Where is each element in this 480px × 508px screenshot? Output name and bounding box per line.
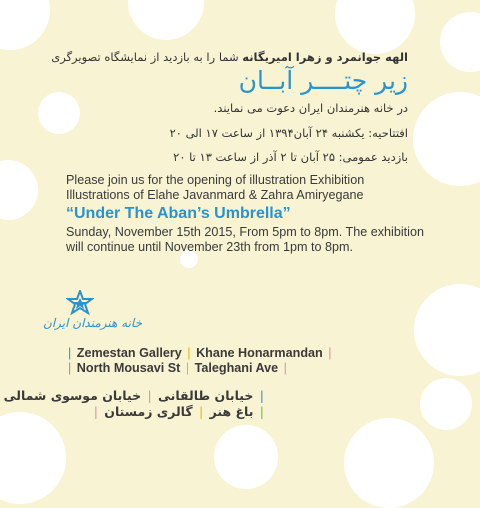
decorative-circle	[128, 0, 204, 40]
separator: |	[185, 361, 190, 375]
decorative-circle	[214, 425, 278, 489]
logo-star-icon	[66, 290, 94, 316]
separator: |	[147, 388, 152, 403]
separator: |	[187, 346, 191, 360]
address-venue: Khane Honarmandan	[196, 346, 323, 360]
decorative-circle	[0, 0, 50, 50]
separator: |	[93, 404, 98, 419]
address-gallery: Zemestan Gallery	[76, 346, 182, 360]
decorative-circle	[344, 418, 434, 508]
persian-visit-line: بازدید عمومی: ۲۵ آبان تا ۲ آذر از ساعت ۱۳ تا ۲۰	[173, 150, 408, 164]
address-fa-garden: باغ هنر	[209, 404, 254, 419]
separator: |	[259, 388, 264, 403]
persian-address-line-1	[0, 388, 266, 403]
english-address-line-2	[66, 361, 289, 375]
logo-wordmark: خانه هنرمندان ایران	[43, 316, 142, 330]
persian-opening-line: افتتاحیه: یکشنبه ۲۴ آبان۱۳۹۴ از ساعت ۱۷ الی ۲۰	[169, 126, 408, 140]
decorative-circle	[420, 378, 472, 430]
address-fa-avenue: خیابان طالقانی	[158, 388, 254, 403]
persian-venue-line: در خانه هنرمندان ایران دعوت می نمایند.	[213, 101, 408, 115]
decorative-circle	[0, 412, 66, 504]
separator: |	[68, 361, 72, 375]
decorative-circle	[0, 160, 38, 220]
separator: |	[199, 404, 204, 419]
english-schedule-text: Sunday, November 15th 2015, From 5pm to 8pm. The exhibition will continue until November 23th from 1pm to 8pm.	[66, 225, 424, 254]
decorative-circle	[413, 92, 480, 186]
decorative-circle	[440, 12, 480, 72]
separator: |	[283, 361, 287, 375]
invite-text: شما را به بازدید از نمایشگاه تصویرگری	[51, 50, 243, 64]
address-street: North Mousavi St	[76, 361, 181, 375]
decorative-circle	[414, 284, 480, 376]
english-invite-text: Please join us for the opening of illustration Exhibition Illustrations of Elahe Javanmard & Zahra Amiryegane	[66, 173, 365, 202]
address-avenue: Taleghani Ave	[194, 361, 279, 375]
separator: |	[328, 346, 332, 360]
english-exhibition-title: “Under The Aban’s Umbrella”	[66, 205, 291, 222]
address-fa-street: خیابان موسوی شمالی	[3, 388, 142, 403]
artist-names: الهه جوانمرد و زهرا امیریگانه	[242, 50, 408, 64]
decorative-circle	[335, 0, 415, 54]
separator: |	[259, 404, 264, 419]
persian-exhibition-title: زیر چتــــر آبــان	[238, 66, 408, 95]
separator: |	[68, 346, 72, 360]
persian-invite-line	[51, 50, 408, 64]
persian-address-line-2	[92, 404, 266, 419]
address-fa-gallery: گالری زمستان	[104, 404, 193, 419]
decorative-circle	[38, 92, 80, 134]
english-address-line-1	[66, 346, 334, 360]
